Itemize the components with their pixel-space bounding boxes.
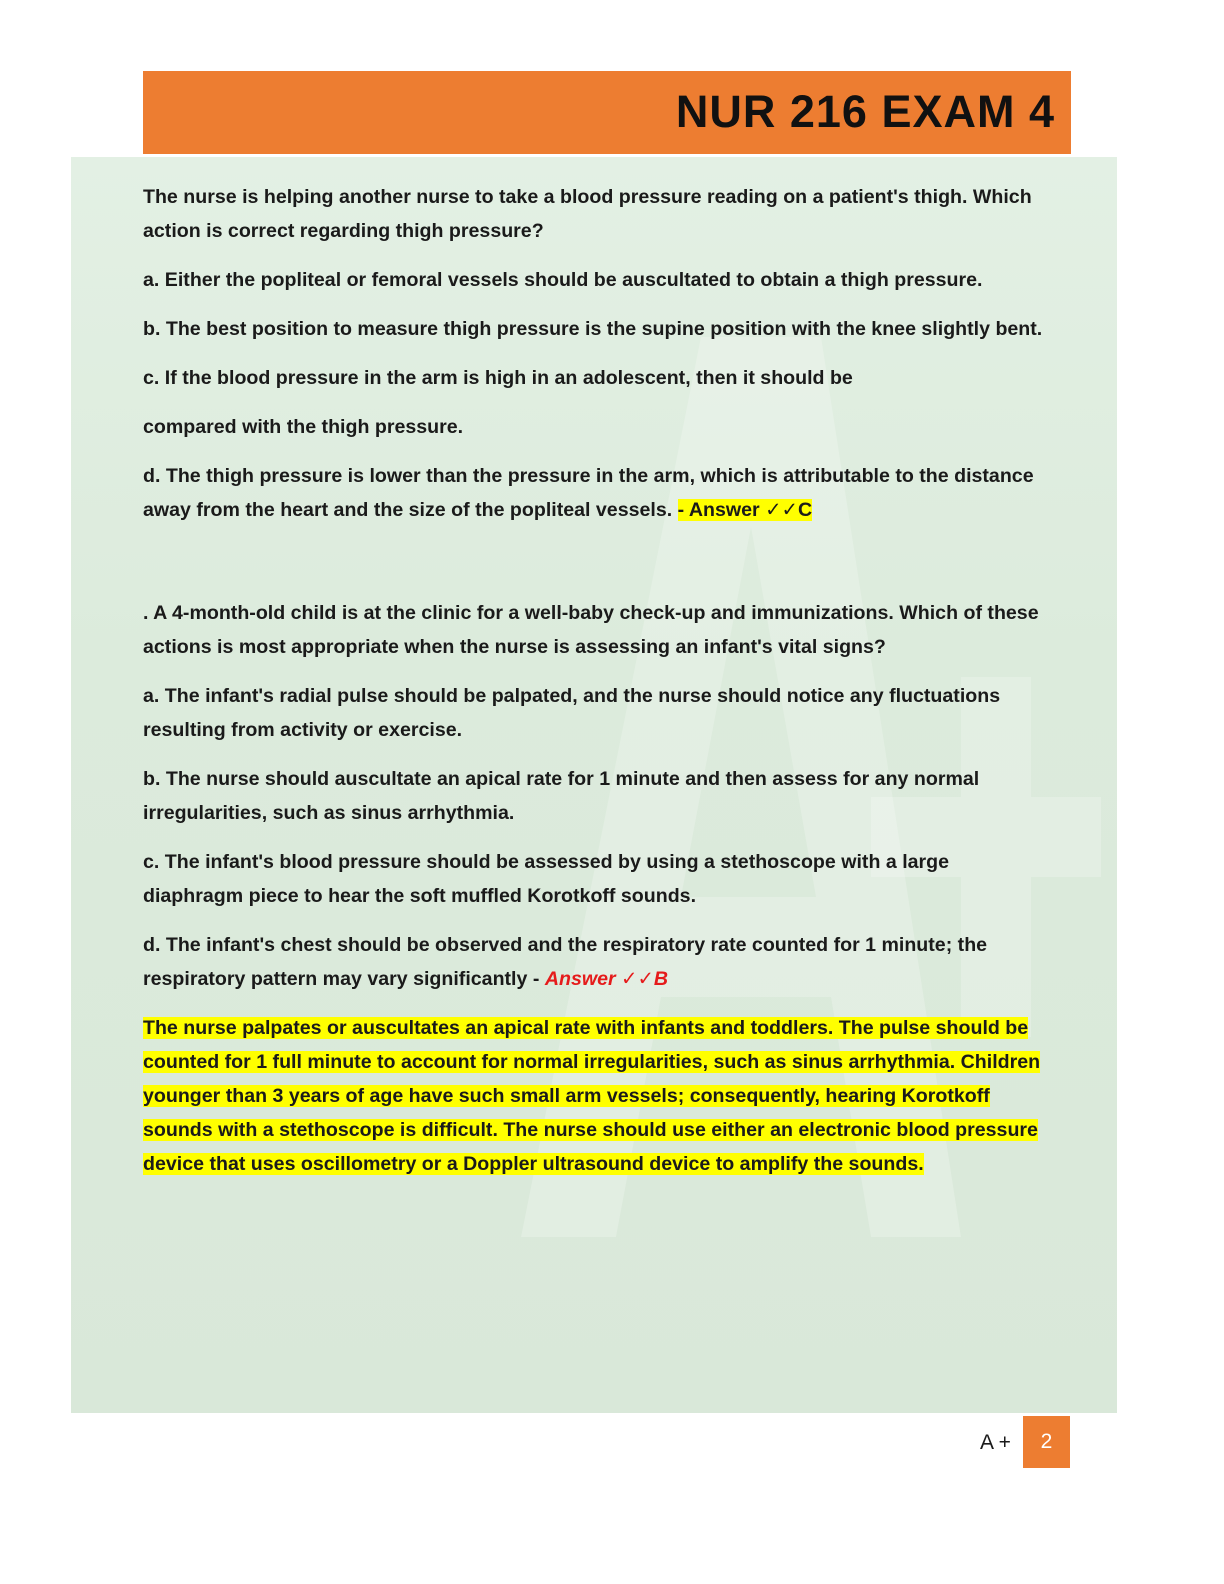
question-separator	[143, 542, 1048, 596]
question-2-rationale	[143, 1011, 1048, 1181]
question-1-option-d	[143, 459, 1048, 527]
footer-grade-label: A +	[980, 1431, 1011, 1454]
question-2-option-d-text: d. The infant's chest should be observed and the respiratory rate counted for 1 minute; the respiratory pattern may vary significantly -	[143, 934, 988, 990]
question-2-option-a: a. The infant's radial pulse should be palpated, and the nurse should notice any fluctuations resulting from activity or exercise.	[143, 685, 1001, 741]
question-1-stem: The nurse is helping another nurse to take a blood pressure reading on a patient's thigh. Which action is correct regarding thigh pressure?	[143, 186, 1032, 242]
question-2-option-c: c. The infant's blood pressure should be assessed by using a stethoscope with a large diaphragm piece to hear the soft muffled Korotkoff sounds.	[143, 851, 950, 907]
question-1-option-d-text: d. The thigh pressure is lower than the pressure in the arm, which is attributable to the distance away from the heart and the size of the popliteal vessels.	[143, 465, 1034, 521]
question-1-answer: - Answer ✓✓C	[677, 499, 813, 521]
question-2-rationale-text: The nurse palpates or auscultates an apical rate with infants and toddlers. The pulse should be counted for 1 full minute to account for normal irregularities, such as sinus arrhythmia. Children younger than 3 years of age have such small arm vessels; consequently, hearing Korotkoff sounds with a stethoscope is difficult. The nurse should use either an electronic blood pressure device that uses oscillometry or a Doppler ultrasound device to amplify the sounds.	[143, 1017, 1041, 1175]
question-1-option-a: a. Either the popliteal or femoral vessels should be auscultated to obtain a thigh pressure.	[143, 269, 983, 291]
question-1-option-c-line-2: compared with the thigh pressure.	[143, 416, 464, 438]
question-2-option-d	[143, 928, 1048, 996]
question-1-option-b: b. The best position to measure thigh pressure is the supine position with the knee slightly bent.	[143, 318, 1043, 340]
question-1-option-c-line-1: c. If the blood pressure in the arm is high in an adolescent, then it should be	[143, 367, 853, 389]
document-body	[143, 180, 1048, 1196]
question-2-answer: Answer ✓✓B	[544, 968, 669, 990]
page-number-badge: 2	[1023, 1416, 1070, 1468]
question-2-stem: . A 4-month-old child is at the clinic for a well-baby check-up and immunizations. Which of these actions is most appropriate when the nurse is assessing an infant's vital signs?	[143, 602, 1039, 658]
question-2-option-b: b. The nurse should auscultate an apical rate for 1 minute and then assess for any normal irregularities, such as sinus arrhythmia.	[143, 768, 980, 824]
header-bar	[143, 71, 1071, 154]
document-title: NUR 216 EXAM 4	[675, 86, 1055, 137]
